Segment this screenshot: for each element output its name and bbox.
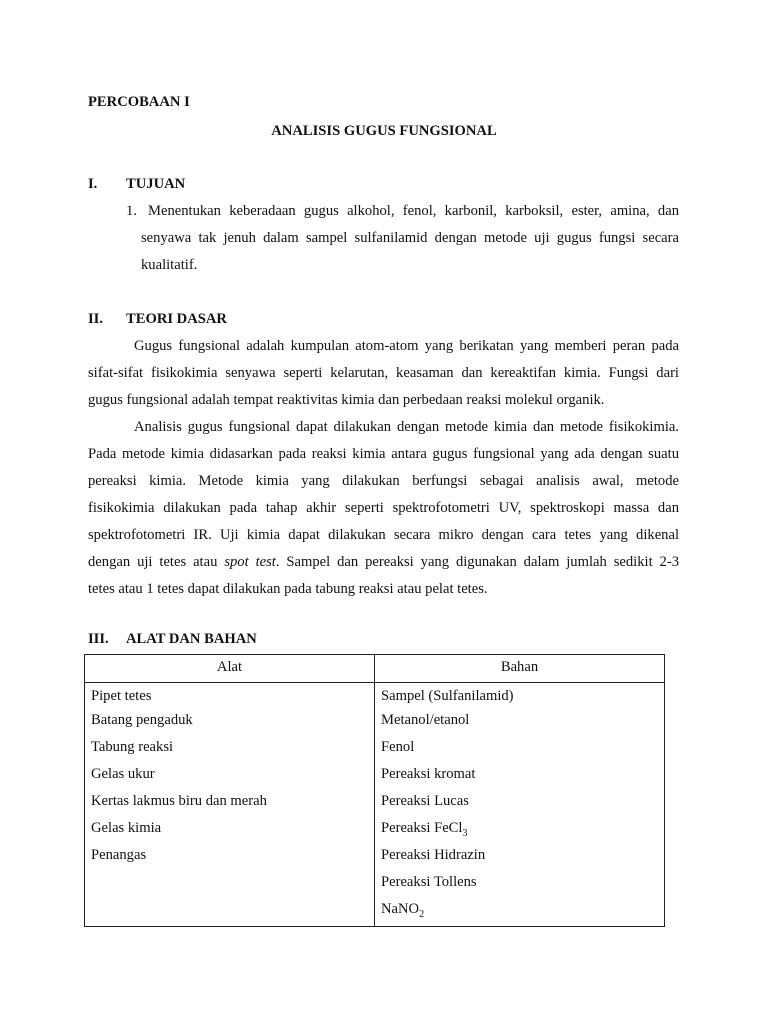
italic-term: spot test [224, 554, 276, 570]
document-title: ANALISIS GUGUS FUNGSIONAL [271, 123, 497, 139]
formula-base: NaNO [381, 901, 420, 917]
section-title-alat-dan-bahan: ALAT DAN BAHAN [126, 631, 257, 647]
paragraph-line: sifat-sifat fisikokimia senyawa seperti kelarutan, keasaman dan kereaktifan kimia. Fungsi dari [88, 365, 679, 381]
paragraph-line-spot-test [88, 553, 679, 571]
paragraph-line: spektrofotometri IR. Uji kimia dapat dilakukan secara mikro dengan cara tetes yang dikenal [88, 527, 679, 543]
list-item: Penangas [91, 847, 147, 863]
table-header-row [85, 655, 665, 683]
list-item-nano2 [381, 899, 658, 926]
tujuan-line: kualitatif. [141, 257, 198, 273]
list-item-fecl3 [381, 818, 658, 845]
paragraph-line: Pada metode kimia didasarkan pada reaksi kimia antara gugus fungsional yang ada dengan suatu [88, 446, 679, 462]
list-item-number: 1. [126, 203, 137, 219]
section-title-tujuan: TUJUAN [126, 176, 186, 192]
formula-subscript: 3 [462, 827, 468, 839]
table-row [85, 683, 665, 927]
paragraph-line: pereaksi kimia. Metode kimia yang dilakukan berfungsi sebagai analisis awal, metode [88, 473, 679, 489]
paragraph-line: Analisis gugus fungsional dapat dilakukan dengan metode kimia dan metode fisikokimia. [134, 419, 679, 435]
text-segment: dengan uji tetes atau [88, 554, 225, 570]
list-item: Pereaksi Tollens [381, 874, 477, 890]
section-number-1: I. [88, 176, 98, 192]
paragraph-line: Gugus fungsional adalah kumpulan atom-atom yang berikatan yang memberi peran pada [134, 338, 679, 354]
alat-cell [85, 683, 375, 927]
list-item: Tabung reaksi [91, 739, 174, 755]
list-item: Gelas ukur [91, 766, 155, 782]
column-header-alat: Alat [85, 655, 375, 683]
list-item: Sampel (Sulfanilamid) [381, 688, 514, 704]
paragraph-line: fisikokimia dilakukan pada tahap akhir seperti spektrofotometri UV, spektroskopi massa dan [88, 500, 679, 516]
bahan-cell [375, 683, 665, 927]
text-segment: . Sampel dan pereaksi yang digunakan dalam jumlah sedikit 2-3 [275, 554, 680, 570]
list-item: Gelas kimia [91, 820, 162, 836]
list-item: Metanol/etanol [381, 712, 470, 728]
tujuan-line: senyawa tak jenuh dalam sampel sulfanilamid dengan metode uji gugus fungsi secara [141, 230, 679, 246]
list-item: Pipet tetes [91, 688, 152, 704]
paragraph-line: gugus fungsional adalah tempat reaktivitas kimia dan perbedaan reaksi molekul organik. [88, 392, 605, 408]
list-item: Batang pengaduk [91, 712, 193, 728]
list-item: Pereaksi kromat [381, 766, 476, 782]
heading: PERCOBAAN I [88, 94, 190, 110]
tujuan-line: Menentukan keberadaan gugus alkohol, fenol, karbonil, karboksil, ester, amina, dan [148, 203, 679, 219]
materials-table [84, 654, 665, 927]
list-item: Kertas lakmus biru dan merah [91, 793, 267, 809]
section-number-2: II. [88, 311, 104, 327]
formula-subscript: 2 [419, 908, 425, 920]
list-item: Fenol [381, 739, 415, 755]
list-item: Pereaksi Hidrazin [381, 847, 486, 863]
column-header-bahan: Bahan [375, 655, 665, 683]
section-title-teori-dasar: TEORI DASAR [126, 311, 227, 327]
paragraph-line: tetes atau 1 tetes dapat dilakukan pada tabung reaksi atau pelat tetes. [88, 581, 488, 597]
list-item: Pereaksi Lucas [381, 793, 469, 809]
section-number-3: III. [88, 631, 109, 647]
formula-base: Pereaksi FeCl [381, 820, 463, 836]
